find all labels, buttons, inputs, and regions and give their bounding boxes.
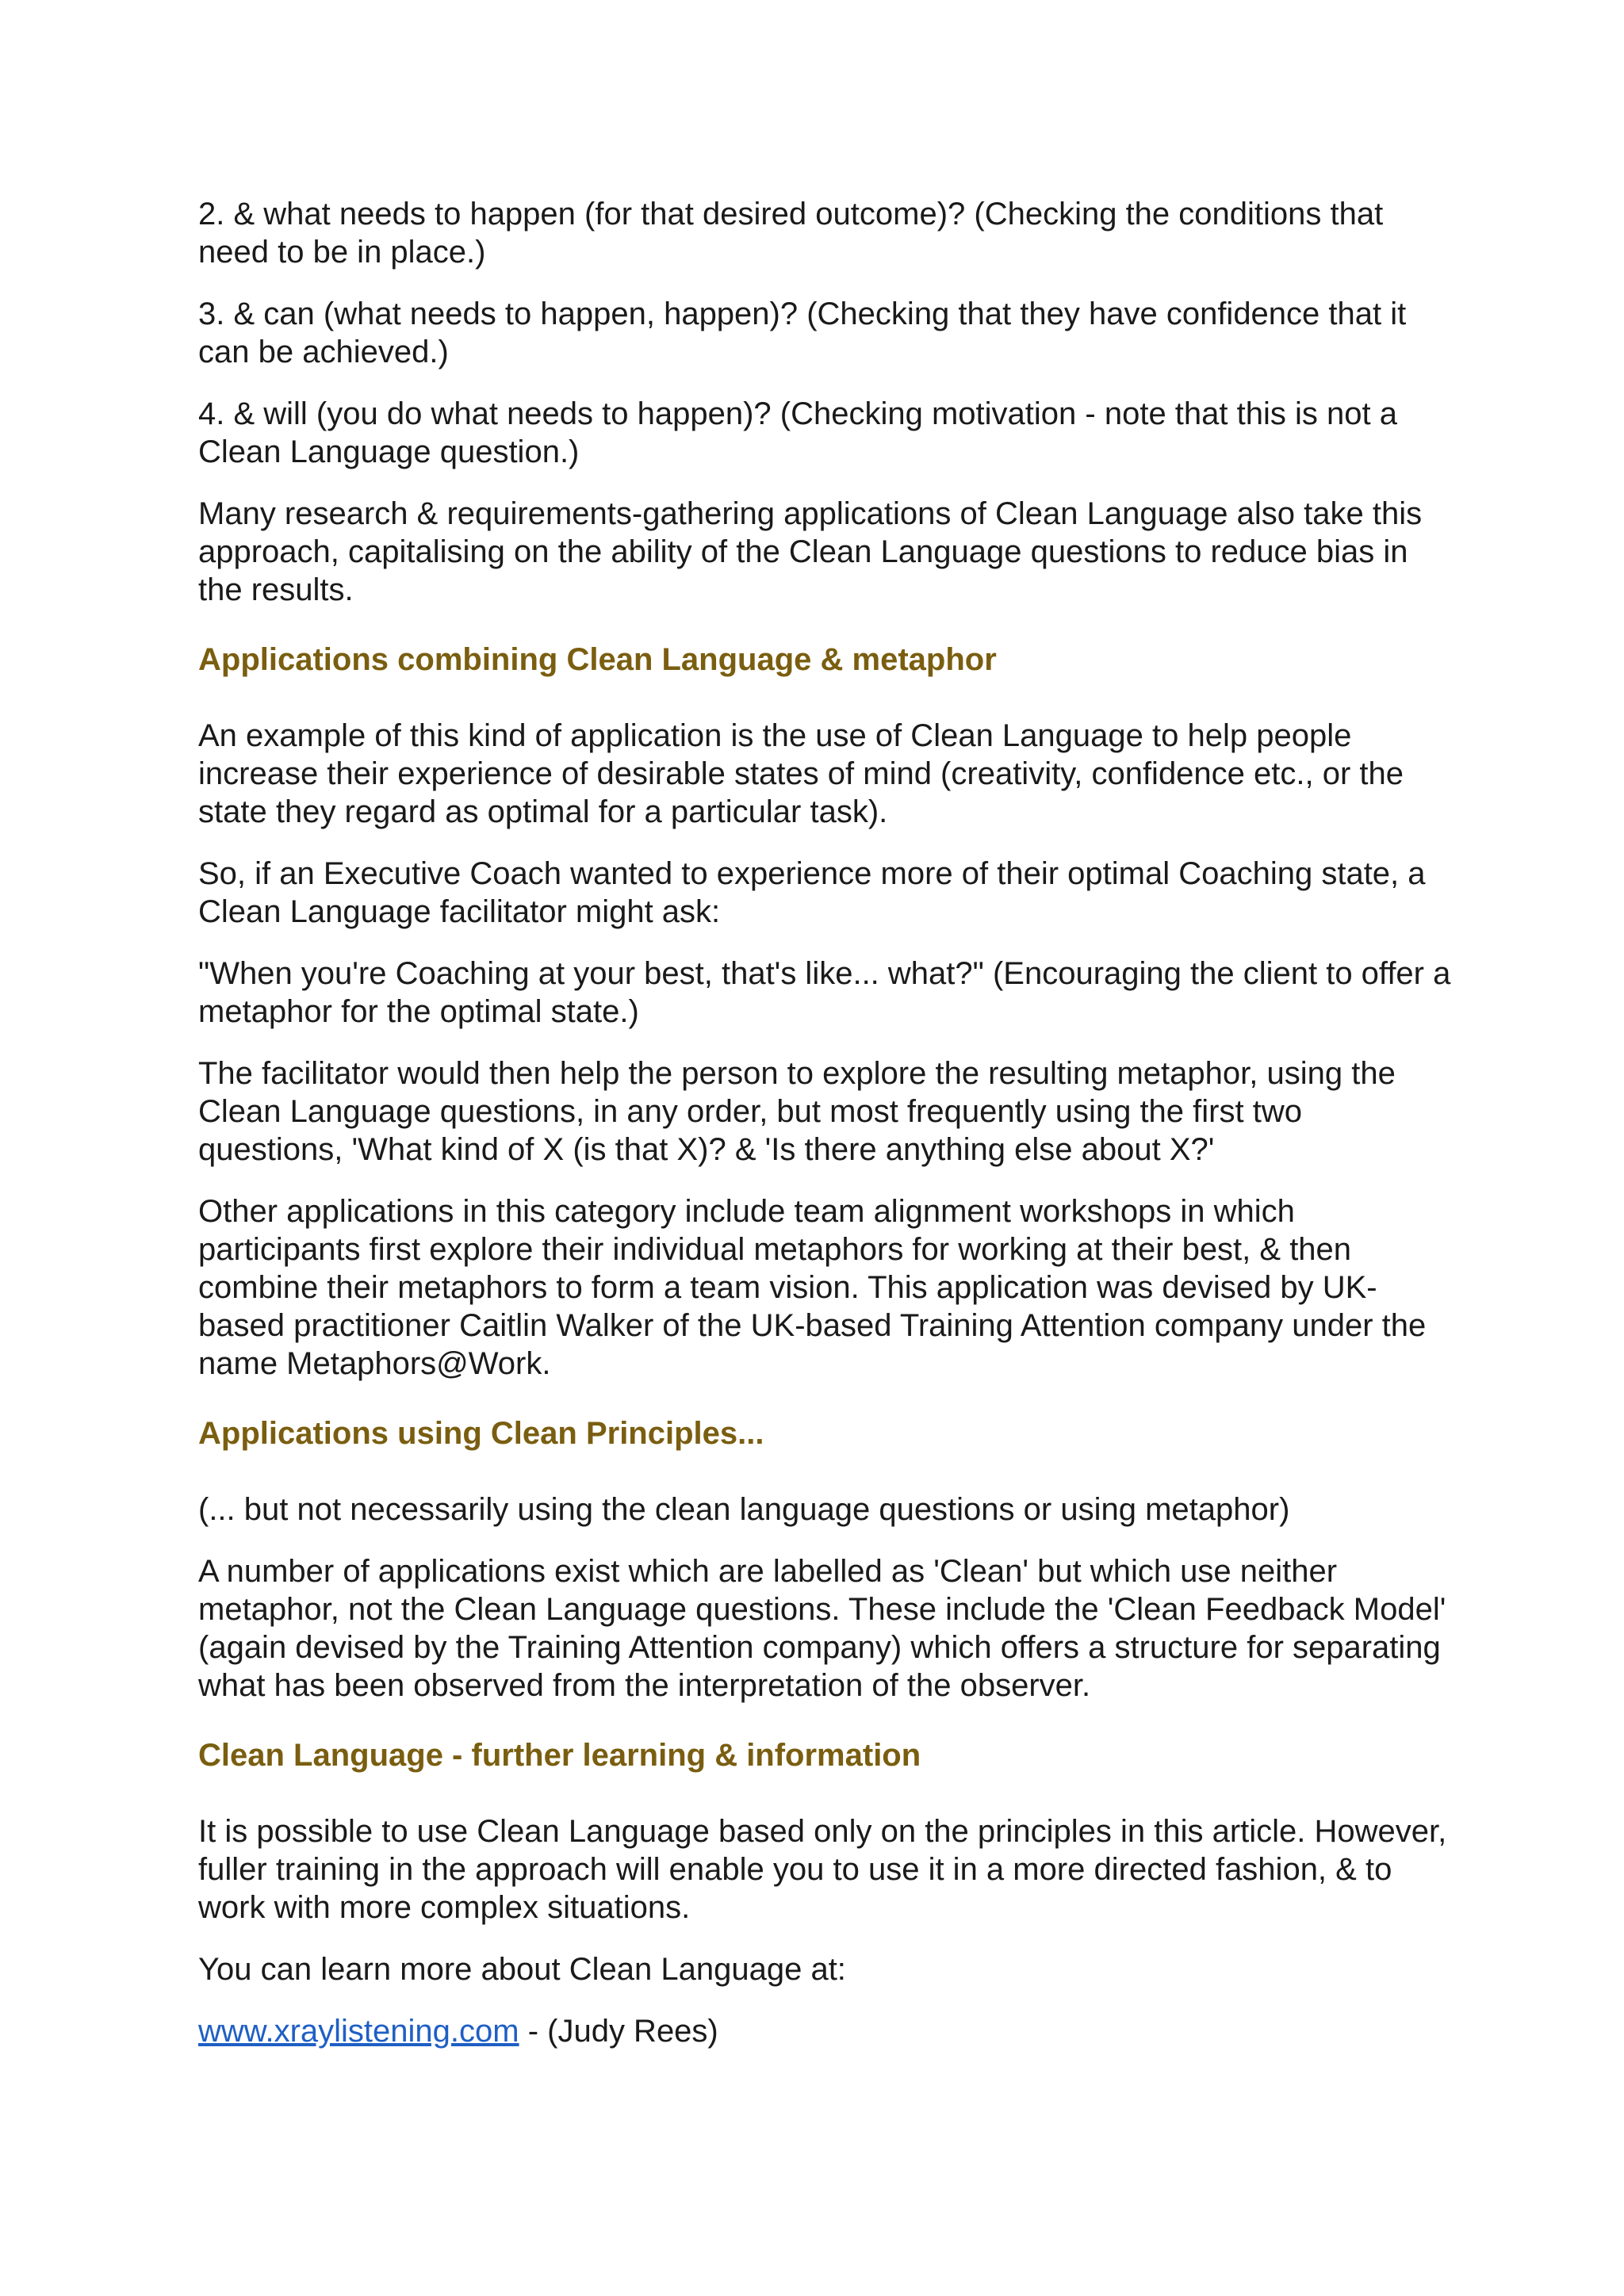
metaphor-paragraph-5: Other applications in this category include team alignment workshops in which participants first explore their individual metaphors for working at their best, & then combine their metaphors to form a team vision. This application was devised by UK-based practitioner Caitlin Walker of the UK-based Training Attention company under the name Metaphors@Work. <box>198 1194 1427 1381</box>
document-page <box>198 195 1451 2074</box>
list-item-2: 2. & what needs to happen (for that desired outcome)? (Checking the conditions that need to be in place.) <box>198 197 1384 270</box>
xraylistening-link[interactable]: www.xraylistening.com <box>198 2014 519 2049</box>
section-heading-metaphor: Applications combining Clean Language & metaphor <box>198 642 997 677</box>
intro-paragraph: Many research & requirements-gathering applications of Clean Language also take this approach, capitalising on the ability of the Clean Language questions to reduce bias in the results. <box>198 496 1423 607</box>
metaphor-paragraph-4: The facilitator would then help the person to explore the resulting metaphor, using the Clean Language questions, in any order, but most frequently using the first two questions, 'What kind of X (is that X)? & 'Is there anything else about X?' <box>198 1056 1396 1167</box>
principles-paragraph-2: A number of applications exist which are labelled as 'Clean' but which use neither metaphor, not the Clean Language questions. These include the 'Clean Feedback Model' (again devised by the Training Attention company) which offers a structure for separating what has been observed from the interpretation of the observer. <box>198 1554 1446 1703</box>
further-paragraph-2: You can learn more about Clean Language at: <box>198 1952 846 1987</box>
resource-attribution: - (Judy Rees) <box>519 2014 718 2049</box>
further-paragraph-1: It is possible to use Clean Language based only on the principles in this article. However, fuller training in the approach will enable you to use it in a more directed fashion, & to work with more complex situations. <box>198 1814 1447 1925</box>
list-item-4: 4. & will (you do what needs to happen)? (Checking motivation - note that this is not a Clean Language question.) <box>198 396 1397 469</box>
section-heading-further: Clean Language - further learning & information <box>198 1738 921 1773</box>
metaphor-paragraph-3: "When you're Coaching at your best, that's like... what?" (Encouraging the client to offer a metaphor for the optimal state.) <box>198 956 1451 1029</box>
list-item-3: 3. & can (what needs to happen, happen)? (Checking that they have confidence that it can be achieved.) <box>198 297 1407 369</box>
resource-line <box>198 2012 1451 2050</box>
metaphor-paragraph-2: So, if an Executive Coach wanted to experience more of their optimal Coaching state, a Clean Language facilitator might ask: <box>198 856 1426 929</box>
section-heading-principles: Applications using Clean Principles... <box>198 1416 764 1451</box>
principles-paragraph-1: (... but not necessarily using the clean language questions or using metaphor) <box>198 1492 1290 1527</box>
metaphor-paragraph-1: An example of this kind of application is the use of Clean Language to help people increase their experience of desirable states of mind (creativity, confidence etc., or the state they regard as optimal for a particular task). <box>198 718 1404 829</box>
